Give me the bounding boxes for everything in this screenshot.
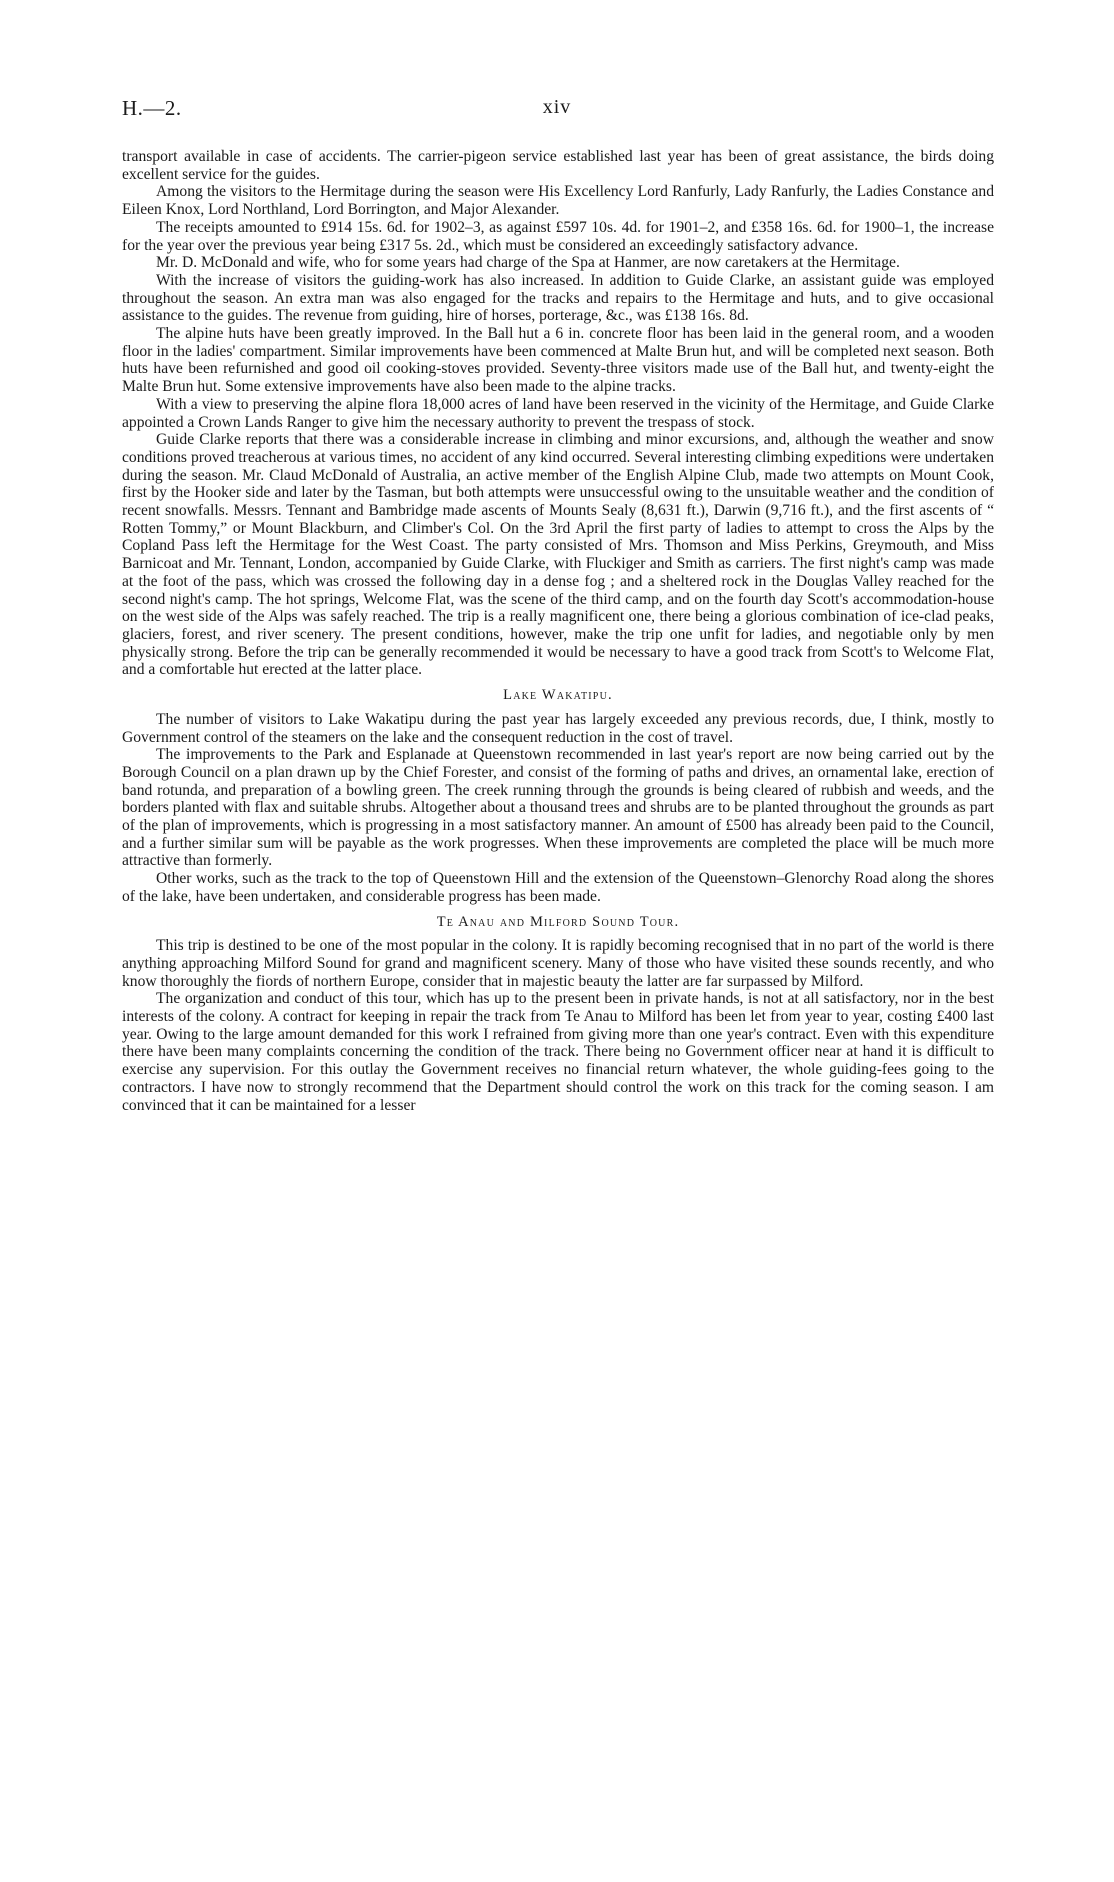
section-heading-lake-wakatipu: Lake Wakatipu.: [503, 687, 613, 704]
paragraph: Among the visitors to the Hermitage during the season were His Excellency Lord Ranfurly, Lady Ranfurly, the Ladies Constance and Eileen Knox, Lord Northland, Lord Borrington, and Major Alexander.: [122, 183, 994, 219]
page-number: xiv: [542, 96, 572, 118]
paragraph: Mr. D. McDonald and wife, who for some years had charge of the Spa at Hanmer, are now caretakers at the Hermitage.: [156, 254, 900, 272]
paragraph: With the increase of visitors the guiding-work has also increased. In addition to Guide Clarke, an assistant guide was employed throughout the season. An extra man was also engaged for the tracks and repairs to the Hermitage and huts, and to give occasional assistance to the guides. The revenue from guiding, hire of horses, porterage, &c., was £138 16s. 8d.: [122, 271, 994, 325]
paragraph: This trip is destined to be one of the most popular in the colony. It is rapidly becoming recognised that in no part of the world is there anything approaching Milford Sound for grand and magnificent scenery. Many of those who have visited these sounds recently, and who know thoroughly the fiords of northern Europe, consider that in majestic beauty the latter are far surpassed by Milford.: [122, 937, 994, 990]
paragraph: The receipts amounted to £914 15s. 6d. for 1902–3, as against £597 10s. 4d. for 1901–2, and £358 16s. 6d. for 1900–1, the increase for the year over the previous year being £317 5s. 2d., which must be considered an exceedingly satisfactory advance.: [122, 218, 994, 254]
paragraph: The improvements to the Park and Esplanade at Queenstown recommended in last year's report are now being carried out by the Borough Council on a plan drawn up by the Chief Forester, and consist of the forming of paths and drives, an ornamental lake, erection of band rotunda, and preparation of a bowling green. The creek running through the grounds is being cleared of rubbish and weeds, and the borders planted with flax and suitable shrubs. Altogether about a thousand trees and shrubs are to be planted throughout the grounds as part of the plan of improvements, which is progressing in a most satisfactory manner. An amount of £500 has already been paid to the Council, and a further similar sum will be payable as the work progresses. When these improvements are completed the place will be much more attractive than formerly.: [122, 746, 994, 870]
paragraph: Other works, such as the track to the top of Queenstown Hill and the extension of the Queenstown–Glenorchy Road along the shores of the lake, have been undertaken, and considerable progress has been made.: [122, 870, 994, 905]
document-reference: H.—2.: [122, 96, 182, 120]
section-heading-te-anau-milford: Te Anau and Milford Sound Tour.: [436, 913, 680, 930]
paragraph: The alpine huts have been greatly improved. In the Ball hut a 6 in. concrete floor has been laid in the general room, and a wooden floor in the ladies' compartment. Similar improvements have been commenced at Malte Brun hut, and will be completed next season. Both huts have been refurnished and good oil cooking-stoves provided. Seventy-three visitors made use of the Ball hut, and twenty-eight the Malte Brun hut. Some extensive improvements have also been made to the alpine tracks.: [122, 325, 994, 396]
paragraph: With a view to preserving the alpine flora 18,000 acres of land have been reserved in the vicinity of the Hermitage, and Guide Clarke appointed a Crown Lands Ranger to give him the necessary authority to prevent the trespass of stock.: [122, 395, 994, 431]
paragraph: The organization and conduct of this tour, which has up to the present been in private hands, is not at all satisfactory, nor in the best interests of the colony. A contract for keeping in repair the track from Te Anau to Milford has been let from year to year, costing £400 last year. Owing to the large amount demanded for this work I refrained from giving more than one year's contract. Even with this expenditure there have been many complaints concerning the condition of the track. There being no Government officer near at hand it is difficult to exercise any supervision. For this outlay the Government receives no financial return whatever, the whole guiding-fees going to the contractors. I have now to strongly recommend that the Department should control the work on this track for the coming season. I am convinced that it can be maintained for a lesser: [122, 990, 994, 1114]
running-header: [122, 96, 992, 128]
paragraph: Guide Clarke reports that there was a considerable increase in climbing and minor excursions, and, although the weather and snow conditions proved treacherous at various times, no accident of any kind occurred. Several interesting climbing expeditions were undertaken during the season. Mr. Claud McDonald of Australia, an active member of the English Alpine Club, made two attempts on Mount Cook, first by the Hooker side and later by the Tasman, but both attempts were unsuccessful owing to the unsuitable weather and the condition of recent snowfalls. Messrs. Tennant and Bambridge made ascents of Mounts Sealy (8,631 ft.), Darwin (9,716 ft.), and the first ascents of “ Rotten Tommy,” or Mount Blackburn, and Climber's Col. On the 3rd April the first party of ladies to attempt to cross the Alps by the Copland Pass left the Hermitage for the West Coast. The party consisted of Mrs. Thomson and Miss Perkins, Greymouth, and Miss Barnicoat and Mr. Tennant, London, accompanied by Guide Clarke, with Fluckiger and Smith as carriers. The first night's camp was made at the foot of the pass, which was crossed the following day in a dense fog ; and a sheltered rock in the Douglas Valley reached for the second night's camp. The hot springs, Welcome Flat, was the scene of the third camp, and on the fourth day Scott's accommodation-house on the west side of the Alps was safely reached. The trip is a really magnificent one, there being a glorious combination of ice-clad peaks, glaciers, forest, and river scenery. The present conditions, however, make the trip one unfit for ladies, and negotiable only by men physically strong. Before the trip can be generally recommended it would be necessary to have a good track from Scott's to Welcome Flat, and a comfortable hut erected at the latter place.: [122, 431, 994, 679]
body-text: [122, 148, 994, 1114]
paragraph: The number of visitors to Lake Wakatipu during the past year has largely exceeded any previous records, due, I think, mostly to Government control of the steamers on the lake and the consequent reduction in the cost of travel.: [122, 710, 994, 746]
paragraph: transport available in case of accidents. The carrier-pigeon service established last year has been of great assistance, the birds doing excellent service for the guides.: [122, 148, 994, 183]
